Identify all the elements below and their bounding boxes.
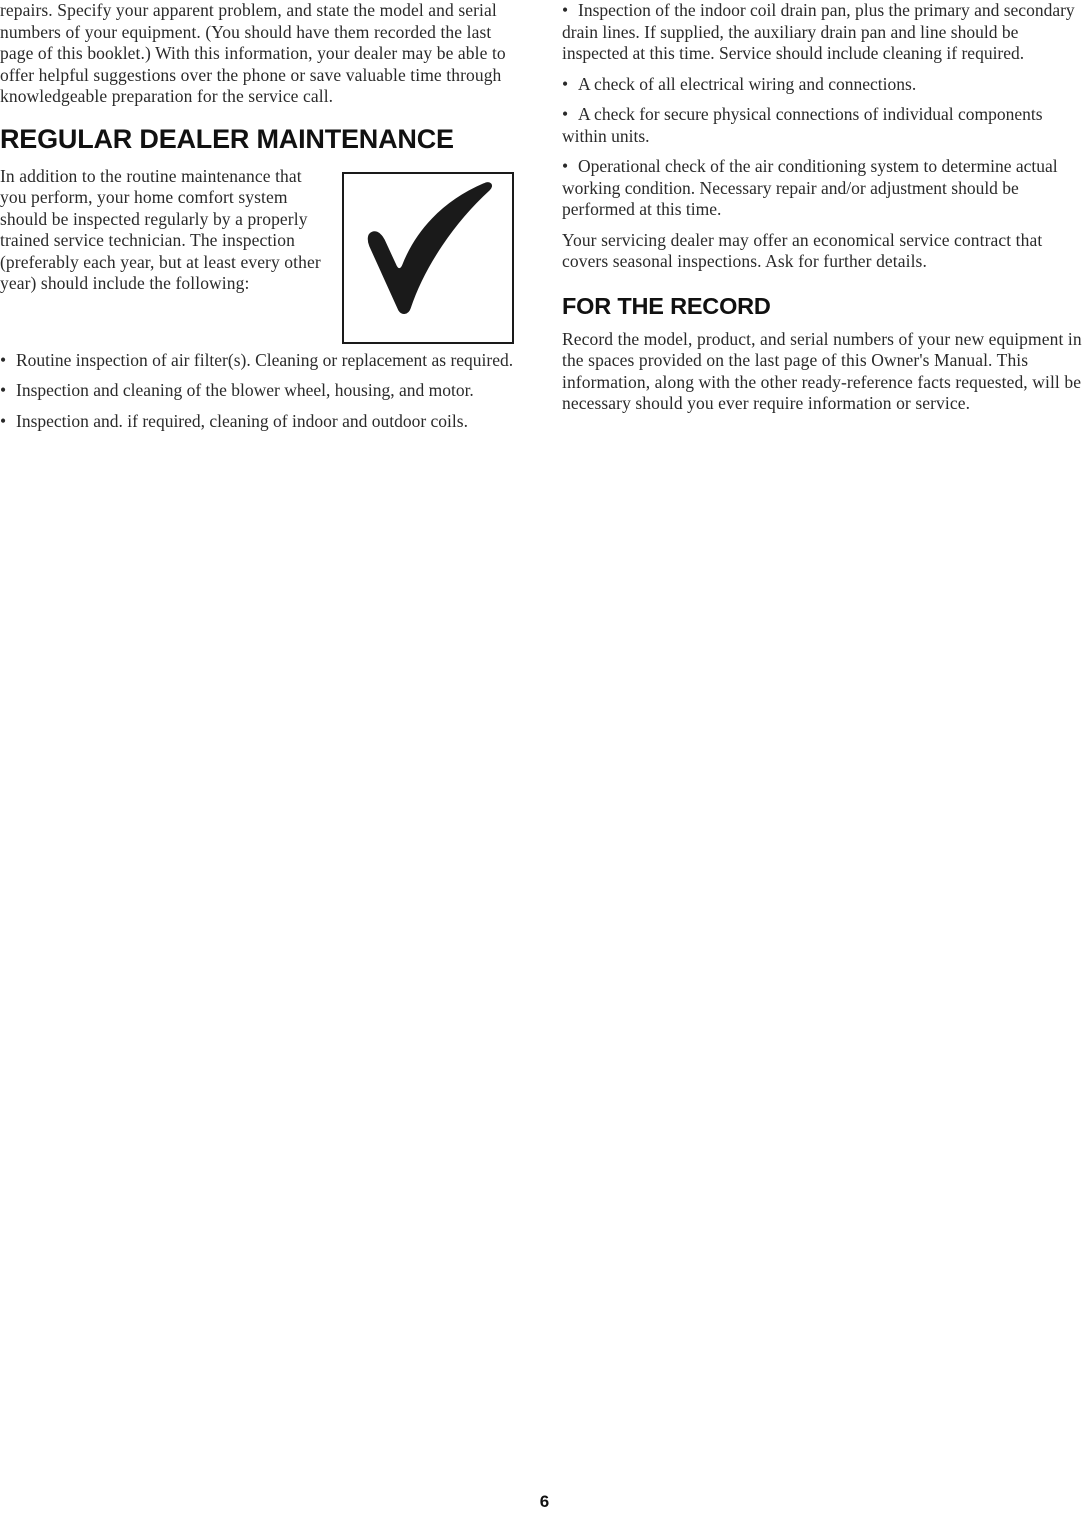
intro-paragraph: repairs. Specify your apparent problem, and state the model and serial numbers of your equipment. (You should have them recorded the last page of this booklet.) With this information, your dealer may be able to offer helpful suggestions over the phone or save valuable time through knowledgeable preparation for the service call. [0,0,506,106]
list-item-text: A check of all electrical wiring and connections. [578,73,917,94]
bullet-icon: • [562,156,569,176]
bullet-icon: • [562,104,569,124]
list-item [562,0,1088,65]
checkmark-illustration [342,172,514,344]
bullet-icon: • [562,73,569,94]
list-item-text: Inspection and cleaning of the blower wheel, housing, and motor. [16,380,474,400]
list-item-text: A check for secure physical connections of individual components within units. [562,104,1043,146]
list-item [0,350,526,372]
two-column-layout [0,0,1089,441]
list-item-text: Inspection and. if required, cleaning of indoor and outdoor coils. [16,410,468,431]
section-heading-for-the-record: FOR THE RECORD [562,292,771,319]
list-item [562,104,1088,147]
list-item [562,74,1088,96]
list-item [562,156,1088,221]
checkmark-icon [344,174,511,341]
list-item [0,411,526,433]
section-heading-regular-dealer-maintenance: REGULAR DEALER MAINTENANCE [0,123,454,154]
list-item-text: Operational check of the air conditioning system to determine actual working condition. Necessary repair and/or adjustment should be performed at this time. [562,156,1058,219]
record-paragraph: Record the model, product, and serial numbers of your new equipment in the spaces provided on the last page of this Owner's Manual. This information, along with the other ready-reference facts requested, will be necessary should you ever require information or service. [562,328,1082,413]
left-column [0,0,526,441]
list-item-text: Routine inspection of air filter(s). Cleaning or replacement as required. [16,349,514,370]
closing-paragraph: Your servicing dealer may offer an economical service contract that covers seasonal inspections. Ask for further details. [562,229,1043,271]
bullet-icon: • [562,0,569,20]
page-number: 6 [539,1492,550,1511]
right-column [562,0,1088,441]
bullet-icon: • [0,380,7,400]
section-intro-with-figure [0,166,526,350]
bullet-icon: • [0,410,7,431]
section-paragraph: In addition to the routine maintenance that you perform, your home comfort system should be inspected regularly by a properly trained service technician. The inspection (preferably each year, but at least every other year) should include the following: [0,165,321,293]
list-item-text: Inspection of the indoor coil drain pan, plus the primary and secondary drain lines. If supplied, the auxiliary drain pan and line should be inspected at this time. Service should include cleaning if required. [562,0,1075,63]
bullet-icon: • [0,349,7,370]
list-item [0,380,526,402]
